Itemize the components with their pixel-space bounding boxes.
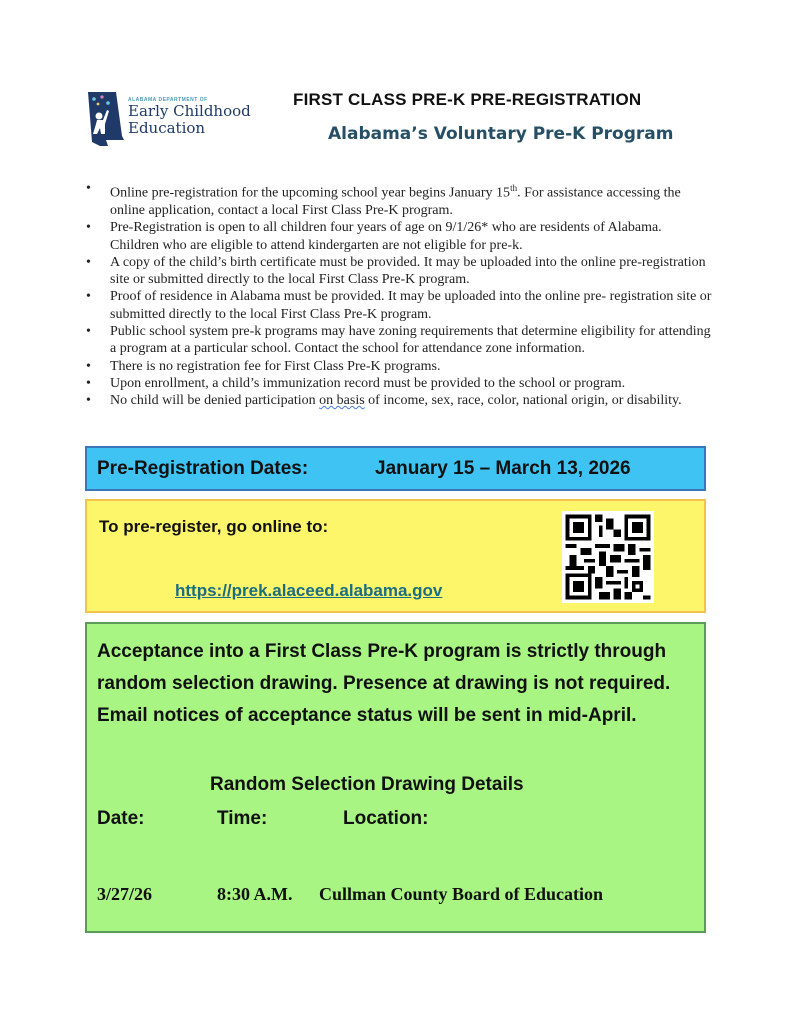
bullet-item: • Proof of residence in Alabama must be provided. It may be uploaded into the online pre- registration site or submitted directly to the local First Class Pre-K program. [86,289,712,322]
drawing-details-title: Random Selection Drawing Details [210,774,524,795]
bullet-icon: • [86,358,91,374]
pre-registration-dates-box [85,446,706,491]
bullet-icon: • [86,181,91,196]
logo-line1: Early Childhood [128,102,251,120]
bullet-icon: • [86,220,91,236]
dates-value: January 15 – March 13, 2026 [375,458,631,479]
register-online-box [85,499,706,613]
drawing-time: 8:30 A.M. [217,884,293,904]
time-label: Time: [217,808,268,829]
page-subtitle: Alabama’s Voluntary Pre-K Program [328,124,674,144]
drawing-date: 3/27/26 [97,884,153,904]
ece-logo [86,90,266,150]
date-label: Date: [97,808,145,829]
logo-line2: Education [128,119,206,137]
registration-url-link[interactable]: https://prek.alaceed.alabama.gov [175,581,443,600]
bullet-item: • No child will be denied participation on basis of income, sex, race, color, national origin, or disability. [86,393,682,409]
alabama-state-child-icon [86,90,126,148]
bullet-item: • Public school system pre-k programs may have zoning requirements that determine eligibility for attending a program at a particular school. Contact the school for attendance zone information. [86,324,711,357]
logo-name [128,103,251,137]
bullet-item: • There is no registration fee for First Class Pre-K programs. [86,358,441,374]
register-label: To pre-register, go online to: [99,517,329,536]
bullet-item: • Pre-Registration is open to all children four years of age on 9/1/26* who are residents of Alabama. Children who are eligible to attend kindergarten are not eligible for pre-k. [86,220,662,253]
drawing-location: Cullman County Board of Education [319,884,604,904]
bullet-icon: • [86,375,91,391]
bullet-item: • Upon enrollment, a child’s immunization record must be provided to the school or program. [86,375,626,391]
bullet-icon: • [86,324,91,340]
bullet-icon: • [86,289,91,305]
page-title: FIRST CLASS PRE-K PRE-REGISTRATION [293,90,642,109]
qr-code-icon[interactable] [562,511,654,603]
bullet-item: • A copy of the child’s birth certificate must be provided. It may be uploaded into the online pre-registration site or submitted directly to the local First Class Pre-K program. [86,254,706,288]
acceptance-text: Acceptance into a First Class Pre-K program is strictly through random selection drawing. Presence at drawing is not required. Email notices of acceptance status will be sent in mid-April. [97,641,671,726]
bullet-item: • Online pre-registration for the upcoming school year begins January 15th. For assistance accessing the online application, contact a local First Class Pre-K program. [86,181,681,218]
bullet-icon: • [86,254,91,270]
location-label: Location: [343,808,429,829]
acceptance-info-box [85,622,706,933]
logo-dept-text: ALABAMA DEPARTMENT OF [128,97,208,103]
bullet-icon: • [86,393,91,409]
dates-label: Pre-Registration Dates: [97,458,309,479]
spellcheck-squiggle: on basis [319,393,365,409]
info-bullet-list [84,180,714,410]
